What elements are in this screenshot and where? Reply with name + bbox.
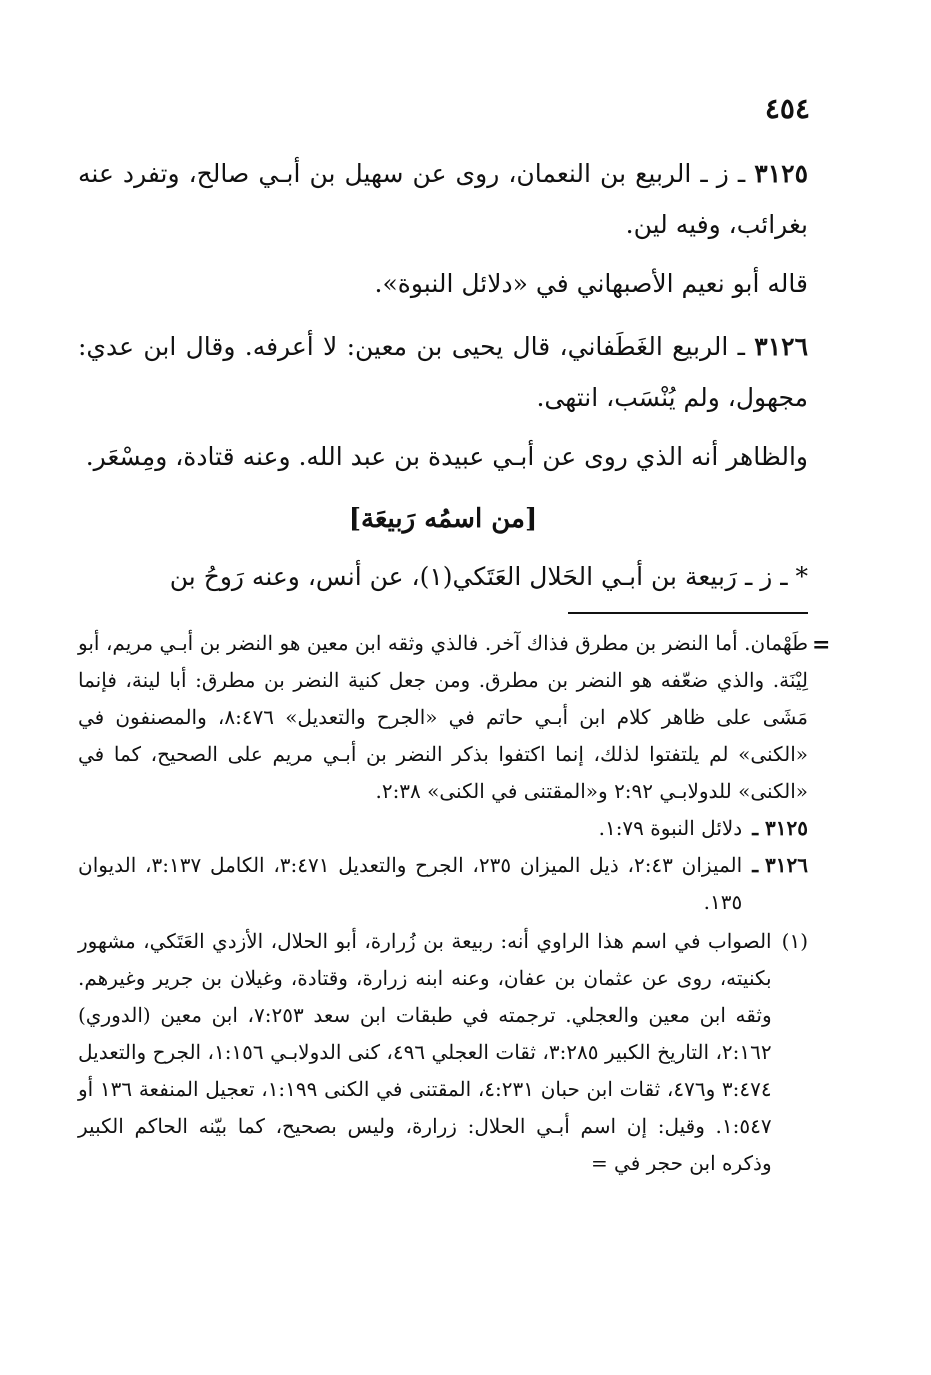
entry-text: ـ ز ـ الربيع بن النعمان، روى عن سهيل بن أبـي صالح، وتفرد عنه بغرائب، وفيه لين.	[78, 159, 808, 239]
footnote-continuation: طَهْمان. أما النضر بن مطرق فذاك آخر. فالذي وثقه ابن معين هو النضر بن أبـي مريم، أبو لِيْنَة. والذي ضعّفه هو النضر بن مطرق. ومن جعل كنية النضر بن مطرق: أبا لينة، فإنما مَشَى على ظاهر كلام ابن أبـي حاتم في «الجرح والتعديل» ٨:٤٧٦، والمصنفون في «الكنى» لم يلتفتوا لذلك، إنما اكتفوا بذكر النضر بن أبـي مريم على الصحيح، كما في «الكنى» للدولابـي ٢:٩٢ و«المقتنى في الكنى» ٢:٣٨.	[78, 631, 808, 803]
entry-text: والظاهر أنه الذي روى عن أبـي عبيدة بن عبد الله. وعنه قتادة، ومِسْعَر.	[85, 442, 808, 471]
footnote-label: (١)	[781, 929, 808, 953]
footnotes	[78, 625, 808, 1182]
entry-note	[78, 258, 808, 309]
continuation-mark: =	[812, 632, 831, 658]
reference-3125	[78, 810, 808, 847]
entry-3125	[78, 148, 808, 250]
entry-note	[78, 431, 808, 482]
reference-label: ٣١٢٦ ـ	[752, 853, 808, 877]
entry-3126	[78, 321, 808, 423]
reference-text: الميزان ٢:٤٣، ذيل الميزان ٢٣٥، الجرح والتعديل ٣:٤٧١، الكامل ٣:١٣٧، الديوان ١٣٥.	[78, 853, 743, 914]
starred-entry: * ـ ز ـ رَبيعة بن أبـي الحَلال العَتَكي(١)، عن أنس، وعنه رَوحُ بن	[169, 562, 808, 591]
main-text	[78, 148, 808, 614]
footnote-text: الصواب في اسم هذا الراوي أنه: ربيعة بن زُرارة، أبو الحلال، الأزدي العَتَكي، مشهور بكنيته، روى عن عثمان بن عفان، وعنه ابنه زرارة، وقتادة، وغيلان بن جرير وغيرهم. وثقه ابن معين والعجلي. ترجمته في طبقات ابن سعد ٧:٢٥٣، ابن معين (الدوري) ٢:١٦٢، التاريخ الكبير ٣:٢٨٥، ثقات العجلي ٤٩٦، كنى الدولابـي ١:١٥٦، الجرح والتعديل ٣:٤٧٤ و٤٧٦، ثقات ابن حبان ٤:٢٣١، المقتنى في الكنى ١:١٩٩، تعجيل المنفعة ١٣٦ أو ١:٥٤٧. وقيل: إن اسم أبـي الحلال: زرارة، وليس بصحيح، كما بيّنه الحاكم الكبير وذكره ابن حجر في =	[78, 929, 772, 1175]
page-number: ٤٥٤	[764, 92, 810, 125]
reference-3126	[78, 847, 808, 921]
entry-text: ـ الربيع الغَطَفاني، قال يحيى بن معين: لا أعرفه. وقال ابن عدي: مجهول، ولم يُنْسَب، انتهى.	[78, 332, 808, 412]
reference-text: دلائل النبوة ١:٧٩.	[598, 816, 743, 840]
footnote-1	[78, 923, 808, 1182]
reference-label: ٣١٢٥ ـ	[752, 816, 808, 840]
footnote-divider	[568, 612, 808, 614]
section-heading: [من اسمُه رَبيعَة]	[348, 504, 538, 534]
entry-text: قاله أبو نعيم الأصبهاني في «دلائل النبوة».	[374, 269, 808, 298]
entry-number: ٣١٢٦	[754, 332, 808, 361]
entry-number: ٣١٢٥	[754, 159, 808, 188]
